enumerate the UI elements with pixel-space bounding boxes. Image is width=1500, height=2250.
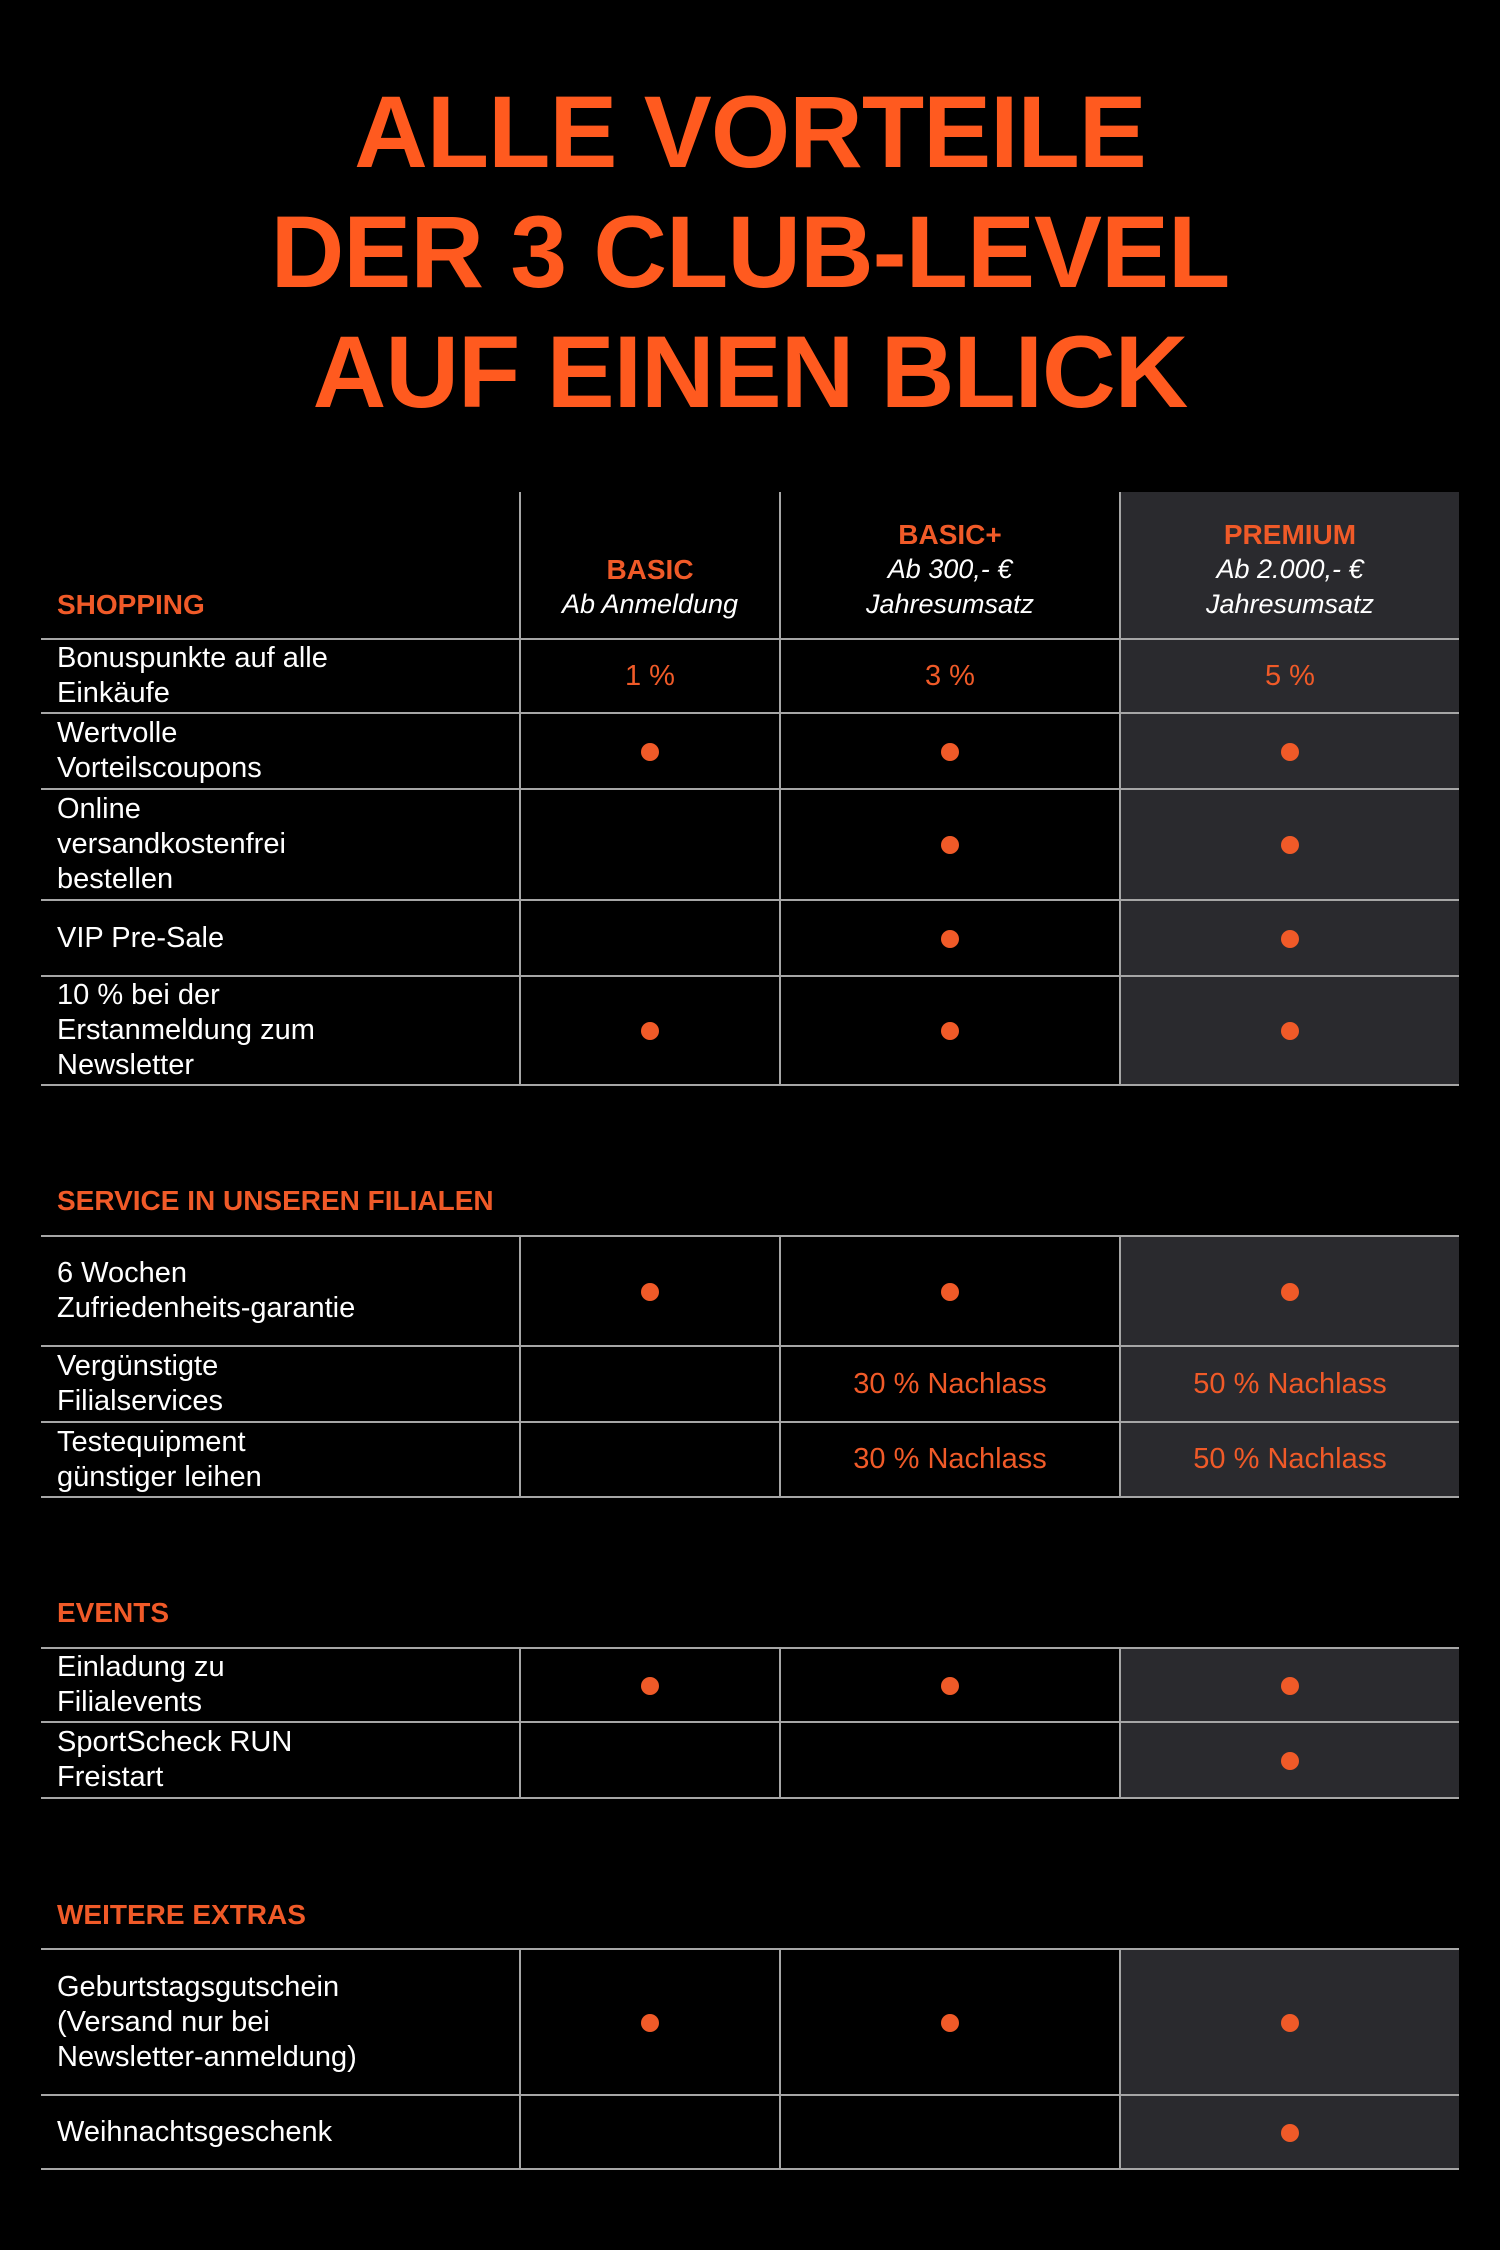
included-dot-icon <box>941 1677 959 1695</box>
included-dot-icon <box>641 2014 659 2032</box>
benefit-cell-basic-plus <box>780 1236 1120 1346</box>
benefit-cell-basic <box>520 1722 780 1798</box>
level-condition: Ab 2.000,- € <box>1216 554 1364 584</box>
benefit-value: 50 % Nachlass <box>1193 1443 1387 1475</box>
benefit-cell-premium <box>1120 900 1459 976</box>
benefit-cell-basic <box>520 976 780 1085</box>
benefit-label: Online versandkostenfrei bestellen <box>41 789 520 900</box>
benefits-table-extras <box>41 1948 1459 2170</box>
benefit-cell-basic-plus <box>780 713 1120 789</box>
benefits-table-events <box>41 1647 1459 1799</box>
title-line: ALLE VORTEILE <box>354 75 1146 189</box>
benefit-cell-premium <box>1120 789 1459 900</box>
benefit-label: 10 % bei der Erstanmeldung zum Newsletter <box>41 976 520 1085</box>
benefit-label: Geburtstagsgutschein (Versand nur bei Newsletter-anmeldung) <box>41 1949 520 2095</box>
benefit-value: 5 % <box>1265 659 1315 692</box>
included-dot-icon <box>1281 1283 1299 1301</box>
benefit-cell-premium <box>1120 976 1459 1085</box>
benefit-cell-basic-plus <box>780 2095 1120 2169</box>
section-heading: EVENTS <box>57 1597 170 1628</box>
level-header-row <box>41 492 1459 639</box>
benefit-value: 50 % Nachlass <box>1193 1367 1387 1400</box>
included-dot-icon <box>641 1022 659 1040</box>
included-dot-icon <box>941 836 959 854</box>
benefit-label: SportScheck RUN Freistart <box>41 1722 520 1798</box>
included-dot-icon <box>1281 2124 1299 2142</box>
level-name: PREMIUM <box>1223 519 1357 550</box>
benefit-cell-basic-plus <box>780 639 1120 713</box>
benefit-row <box>41 1648 1459 1722</box>
benefit-label: VIP Pre-Sale <box>41 900 520 976</box>
page-title <box>0 72 1500 432</box>
benefit-cell-basic <box>520 1422 780 1497</box>
benefit-cell-premium <box>1120 1949 1459 2095</box>
benefit-cell-basic <box>520 2095 780 2169</box>
benefit-row <box>41 1722 1459 1798</box>
benefit-cell-basic-plus <box>780 1648 1120 1722</box>
section-heading: SHOPPING <box>41 492 520 639</box>
included-dot-icon <box>1281 2014 1299 2032</box>
benefit-cell-premium <box>1120 639 1459 713</box>
level-condition: Ab 300,- € <box>887 554 1013 584</box>
level-condition: Jahresumsatz <box>865 589 1035 619</box>
benefit-row <box>41 1346 1459 1422</box>
included-dot-icon <box>1281 743 1299 761</box>
benefit-value: 30 % Nachlass <box>853 1367 1047 1400</box>
benefit-value: 3 % <box>925 659 975 692</box>
included-dot-icon <box>1281 836 1299 854</box>
title-line: AUF EINEN BLICK <box>312 315 1188 429</box>
benefit-row <box>41 1236 1459 1346</box>
included-dot-icon <box>941 1022 959 1040</box>
benefit-value: 30 % Nachlass <box>853 1443 1047 1475</box>
benefit-cell-premium <box>1120 1236 1459 1346</box>
benefit-cell-basic-plus <box>780 976 1120 1085</box>
benefits-table-service <box>41 1235 1459 1498</box>
benefit-cell-basic-plus <box>780 900 1120 976</box>
included-dot-icon <box>941 930 959 948</box>
level-header-basic-plus <box>780 492 1120 639</box>
included-dot-icon <box>1281 1752 1299 1770</box>
included-dot-icon <box>1281 930 1299 948</box>
benefits-table-shopping <box>41 492 1459 1086</box>
benefit-label: Testequipment günstiger leihen <box>41 1422 520 1497</box>
included-dot-icon <box>1281 1022 1299 1040</box>
benefit-cell-basic <box>520 900 780 976</box>
included-dot-icon <box>641 1283 659 1301</box>
benefit-cell-premium <box>1120 1648 1459 1722</box>
benefit-cell-premium <box>1120 713 1459 789</box>
benefit-row <box>41 1422 1459 1497</box>
benefit-label: Bonuspunkte auf alle Einkäufe <box>41 639 520 713</box>
title-line: DER 3 CLUB-LEVEL <box>270 195 1230 309</box>
included-dot-icon <box>1281 1677 1299 1695</box>
benefit-cell-premium <box>1120 2095 1459 2169</box>
benefit-row <box>41 900 1459 976</box>
benefit-label: Wertvolle Vorteilscoupons <box>41 713 520 789</box>
benefit-value: 1 % <box>625 659 675 692</box>
level-name: BASIC+ <box>898 519 1002 550</box>
included-dot-icon <box>941 743 959 761</box>
benefit-cell-basic <box>520 713 780 789</box>
section-heading: SERVICE IN UNSEREN FILIALEN <box>57 1185 494 1216</box>
benefit-row <box>41 1949 1459 2095</box>
benefit-label: Weihnachtsgeschenk <box>41 2095 520 2169</box>
included-dot-icon <box>941 2014 959 2032</box>
benefit-cell-basic <box>520 1949 780 2095</box>
benefit-cell-basic-plus <box>780 1422 1120 1497</box>
benefit-label: Einladung zu Filialevents <box>41 1648 520 1722</box>
benefit-row <box>41 789 1459 900</box>
benefit-cell-premium <box>1120 1422 1459 1497</box>
included-dot-icon <box>641 743 659 761</box>
benefit-cell-basic-plus <box>780 789 1120 900</box>
benefit-cell-basic-plus <box>780 1346 1120 1422</box>
benefit-row <box>41 639 1459 713</box>
level-name: BASIC <box>606 554 694 585</box>
level-header-basic <box>520 492 780 639</box>
level-condition: Ab Anmeldung <box>561 589 739 619</box>
benefit-label: 6 Wochen Zufriedenheits-garantie <box>41 1236 520 1346</box>
benefit-cell-basic-plus <box>780 1949 1120 2095</box>
benefit-cell-basic <box>520 1346 780 1422</box>
benefit-row <box>41 713 1459 789</box>
benefit-row <box>41 976 1459 1085</box>
benefit-cell-basic <box>520 1648 780 1722</box>
benefit-label: Vergünstigte Filialservices <box>41 1346 520 1422</box>
benefit-row <box>41 2095 1459 2169</box>
level-header-premium <box>1120 492 1459 639</box>
included-dot-icon <box>941 1283 959 1301</box>
level-condition: Jahresumsatz <box>1205 589 1375 619</box>
included-dot-icon <box>641 1677 659 1695</box>
benefit-cell-basic-plus <box>780 1722 1120 1798</box>
benefit-cell-basic <box>520 1236 780 1346</box>
section-heading: WEITERE EXTRAS <box>57 1899 306 1930</box>
benefit-cell-basic <box>520 789 780 900</box>
benefit-cell-premium <box>1120 1346 1459 1422</box>
benefit-cell-basic <box>520 639 780 713</box>
benefit-cell-premium <box>1120 1722 1459 1798</box>
